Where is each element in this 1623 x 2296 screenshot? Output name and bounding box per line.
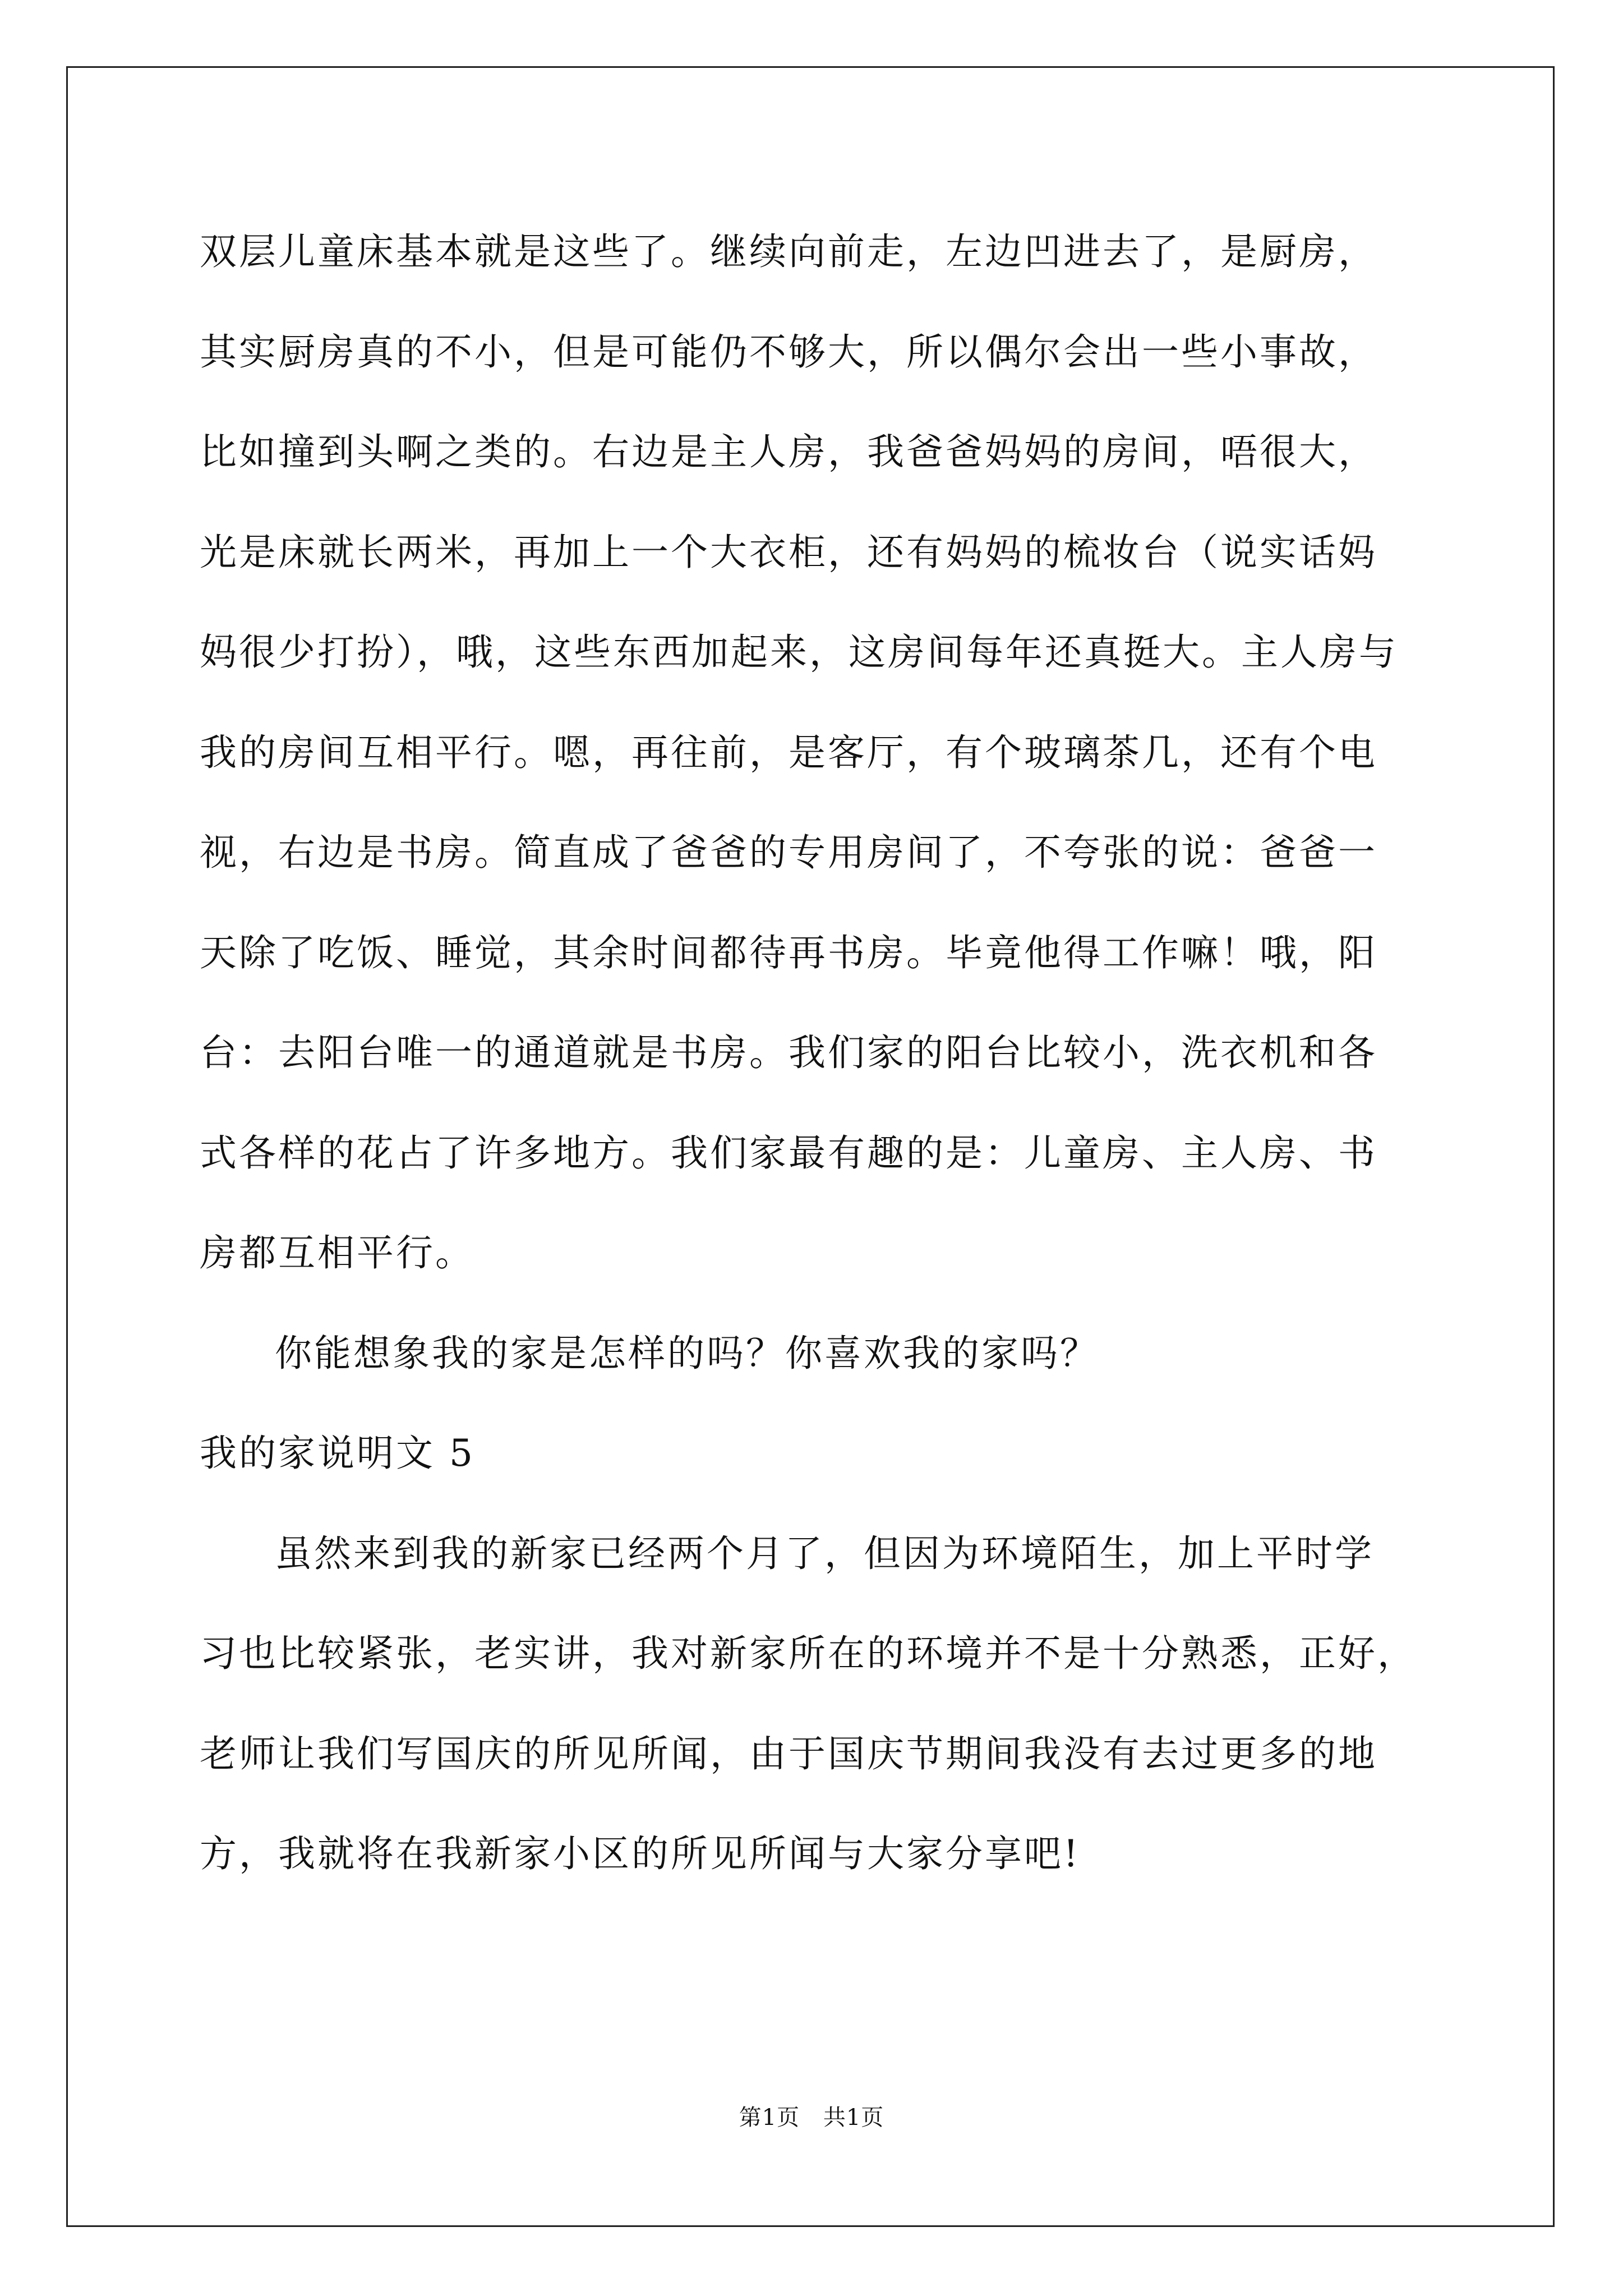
section-heading: 我的家说明文 5 — [200, 1432, 475, 1475]
page-number: 第1页 — [739, 2105, 800, 2131]
document-body — [200, 202, 1428, 1904]
text-line: 双层儿童床基本就是这些了。继续向前走，左边凹进去了，是厨房， — [200, 230, 1377, 273]
text-line: 老师让我们写国庆的所见所闻，由于国庆节期间我没有去过更多的地 — [200, 1732, 1377, 1775]
text-line: 方，我就将在我新家小区的所见所闻与大家分享吧! — [200, 1832, 1081, 1875]
text-line: 视，右边是书房。简直成了爸爸的专用房间了，不夸张的说：爸爸一 — [200, 831, 1377, 874]
paragraph-question: 你能想象我的家是怎样的吗？你喜欢我的家吗？ — [275, 1331, 1099, 1375]
page-total: 共1页 — [823, 2105, 884, 2131]
text-line: 其实厨房真的不小，但是可能仍不够大，所以偶尔会出一些小事故， — [200, 330, 1377, 374]
text-line: 虽然来到我的新家已经两个月了，但因为环境陌生，加上平时学 — [275, 1531, 1374, 1575]
text-line: 妈很少打扮），哦，这些东西加起来，这房间每年还真挺大。主人房与 — [200, 631, 1398, 674]
text-line: 习也比较紧张，老实讲，我对新家所在的环境并不是十分熟悉，正好， — [200, 1632, 1417, 1675]
text-line: 比如撞到头啊之类的。右边是主人房，我爸爸妈妈的房间，唔很大， — [200, 430, 1377, 473]
text-line: 式各样的花占了许多地方。我们家最有趣的是：儿童房、主人房、书 — [200, 1131, 1377, 1175]
text-line: 房都互相平行。 — [200, 1231, 474, 1274]
text-line: 天除了吃饭、睡觉，其余时间都待再书房。毕竟他得工作嘛！哦，阳 — [200, 931, 1377, 974]
text-line: 台：去阳台唯一的通道就是书房。我们家的阳台比较小，洗衣机和各 — [200, 1031, 1377, 1074]
page-footer — [0, 2100, 1623, 2132]
text-line: 我的房间互相平行。嗯，再往前，是客厅，有个玻璃茶几，还有个电 — [200, 730, 1377, 774]
text-line: 光是床就长两米，再加上一个大衣柜，还有妈妈的梳妆台（说实话妈 — [200, 530, 1377, 574]
